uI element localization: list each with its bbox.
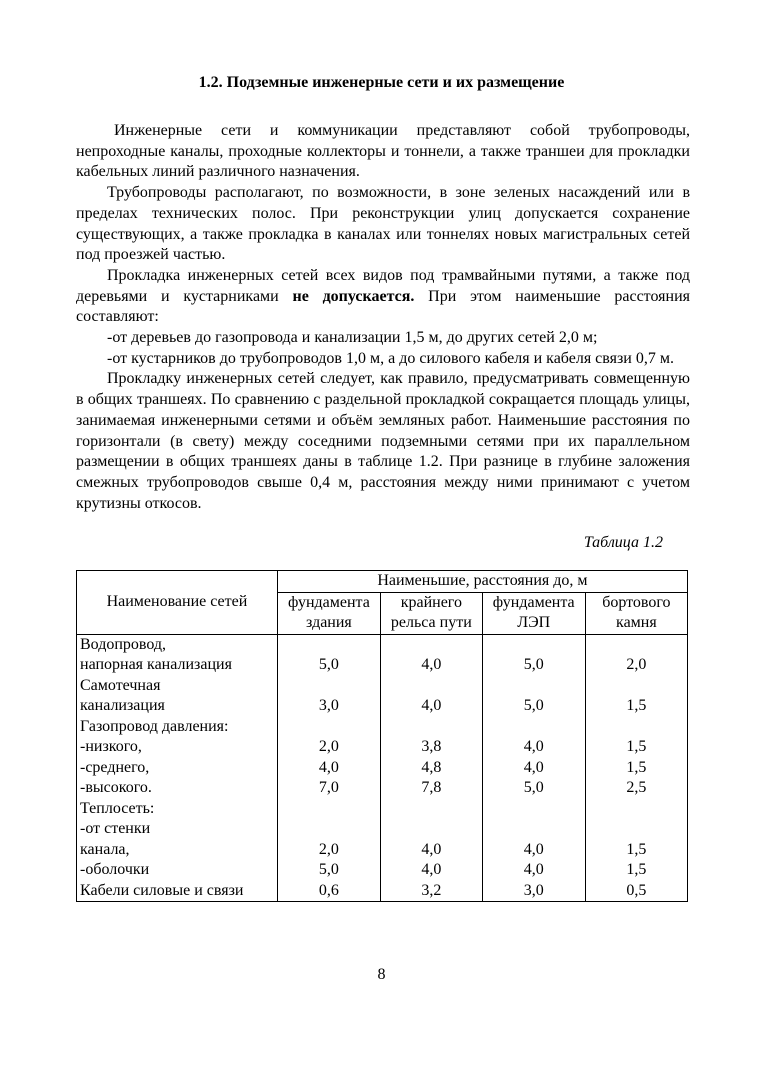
row-name-line: канализация	[80, 697, 165, 714]
page-number: 8	[377, 966, 386, 983]
row-value-col-1	[277, 737, 380, 758]
row-value-col-1	[277, 881, 380, 902]
row-name-line: Теплосеть:	[80, 799, 155, 817]
cell-value: 3,2	[421, 881, 442, 899]
paragraph-3-rest: При этом наименьшие расстояния составляют:	[76, 287, 690, 326]
row-value-col-2	[380, 758, 482, 779]
cell-spacer	[385, 676, 478, 697]
row-value-col-4	[585, 860, 687, 881]
paragraph-3-text: Прокладка инженерных сетей всех видов под трамвайными путями, а также под деревьями и кустарниками	[76, 266, 690, 305]
row-value-col-2	[380, 717, 482, 738]
row-value-col-2	[380, 881, 482, 902]
row-value-col-4	[585, 758, 687, 779]
row-value-col-3	[482, 778, 585, 799]
row-value-col-1	[277, 860, 380, 881]
cell-value: 5,0	[318, 656, 339, 673]
cell-spacer	[282, 819, 376, 840]
cell-spacer	[487, 799, 581, 820]
row-value-col-1	[277, 717, 380, 738]
cell-value: 2,5	[626, 779, 647, 796]
row-network-name	[77, 799, 278, 861]
row-network-name	[77, 634, 278, 676]
row-network-name	[77, 860, 278, 881]
cell-value: 0,6	[318, 881, 339, 899]
table-row	[77, 676, 688, 717]
table-row	[77, 881, 688, 902]
row-network-name	[77, 676, 278, 717]
row-name-line: -среднего,	[80, 758, 150, 776]
section-title: 1.2. Подземные инженерные сети и их размещение	[198, 74, 565, 91]
row-network-name	[77, 737, 278, 758]
table-row	[77, 717, 688, 738]
cell-value: 2,0	[318, 738, 339, 755]
row-value-col-1	[277, 778, 380, 799]
cell-value: 5,0	[523, 656, 544, 673]
cell-value: 7,8	[421, 779, 442, 796]
cell-value: 7,0	[318, 779, 339, 796]
paragraph-6: Прокладку инженерных сетей следует, как правило, предусматривать совмещенную в общих траншеях. По сравнению с раздельной прокладкой сокращается площадь улицы, занимаемая инженерными сетями и объём земляных работ. Наименьшие расстояния по горизонтали (в свету) между соседними подземными сетями при их параллельном размещении в общих траншеях даны в таблице 1.2. При разнице в глубине заложения смежных трубопроводов свыше 0,4 м, расстояния между ними принимают с учетом крутизны откосов.	[76, 370, 690, 512]
row-value-col-4	[585, 799, 687, 861]
row-value-col-3	[482, 717, 585, 738]
row-network-name	[77, 778, 278, 799]
cell-value: 2,0	[626, 656, 647, 673]
table-row	[77, 799, 688, 861]
row-value-col-1	[277, 799, 380, 861]
row-value-col-3	[482, 860, 585, 881]
cell-value	[385, 717, 478, 738]
header-col-2: крайнего рельса пути	[380, 592, 482, 634]
header-group: Наименьшие, расстояния до, м	[277, 571, 687, 593]
row-value-col-2	[380, 676, 482, 717]
cell-value: 4,0	[523, 861, 544, 878]
row-value-col-4	[585, 634, 687, 676]
row-name-line: Кабели силовые и связи	[80, 881, 244, 899]
header-col-1: фундамента здания	[277, 592, 380, 634]
cell-value	[590, 717, 683, 738]
cell-value: 4,8	[421, 758, 442, 776]
cell-spacer	[590, 819, 683, 840]
row-value-col-4	[585, 676, 687, 717]
cell-value: 5,0	[523, 779, 544, 796]
cell-value: 1,5	[626, 697, 647, 714]
cell-spacer	[590, 635, 683, 656]
row-name-line: Водопровод,	[80, 635, 167, 653]
cell-spacer	[385, 635, 478, 656]
cell-spacer	[487, 635, 581, 656]
row-value-col-3	[482, 881, 585, 902]
table-row	[77, 758, 688, 779]
distances-table	[76, 570, 688, 902]
cell-spacer	[282, 635, 376, 656]
row-value-col-3	[482, 758, 585, 779]
row-name-line: Газопровод давления:	[80, 717, 229, 735]
row-name-line: канала,	[80, 840, 130, 858]
cell-value: 4,0	[421, 697, 442, 714]
row-value-col-1	[277, 634, 380, 676]
row-name-line: -высокого.	[80, 779, 152, 796]
row-value-col-4	[585, 778, 687, 799]
row-name-line: -от стенки	[80, 820, 151, 837]
cell-spacer	[590, 799, 683, 820]
row-value-col-2	[380, 778, 482, 799]
cell-spacer	[385, 799, 478, 820]
table-body	[77, 634, 688, 902]
row-network-name	[77, 717, 278, 738]
paragraph-2: Трубопроводы располагают, по возможности, в зоне зеленых насаждений или в пределах технических полос. При реконструкции улиц допускается сохранение существующих, а также прокладка в каналах или тоннелях новых магистральных сетей под проезжей частью.	[76, 184, 690, 264]
header-network-name: Наименование сетей	[77, 571, 278, 635]
cell-value: 1,5	[626, 840, 647, 858]
cell-value: 3,0	[318, 697, 339, 714]
row-value-col-3	[482, 799, 585, 861]
cell-value: 1,5	[626, 861, 647, 878]
cell-value: 5,0	[318, 861, 339, 878]
row-value-col-4	[585, 717, 687, 738]
row-value-col-3	[482, 676, 585, 717]
cell-value	[487, 717, 581, 738]
row-network-name	[77, 881, 278, 902]
cell-value: 5,0	[523, 697, 544, 714]
row-value-col-4	[585, 881, 687, 902]
cell-value: 3,0	[523, 881, 544, 899]
row-value-col-1	[277, 758, 380, 779]
cell-value: 1,5	[626, 738, 647, 755]
cell-spacer	[385, 819, 478, 840]
cell-spacer	[282, 799, 376, 820]
row-value-col-2	[380, 860, 482, 881]
row-value-col-1	[277, 676, 380, 717]
row-name-line: -низкого,	[80, 738, 142, 755]
row-name-line: -оболочки	[80, 861, 150, 878]
row-value-col-2	[380, 634, 482, 676]
row-name-line: Самотечная	[80, 676, 161, 694]
row-name-line: напорная канализация	[80, 656, 232, 673]
cell-spacer	[487, 819, 581, 840]
paragraph-1: Инженерные сети и коммуникации представляют собой трубопроводы, непроходные каналы, проходные коллекторы и тоннели, а также траншеи для прокладки кабельных линий различного назначения.	[76, 122, 690, 181]
cell-value: 4,0	[318, 758, 339, 776]
row-network-name	[77, 758, 278, 779]
row-value-col-2	[380, 737, 482, 758]
cell-value: 3,8	[421, 738, 442, 755]
cell-value: 2,0	[318, 840, 339, 858]
paragraph-3	[76, 266, 690, 328]
table-row	[77, 634, 688, 676]
cell-value: 4,0	[421, 840, 442, 858]
cell-value: 1,5	[626, 758, 647, 776]
table-row	[77, 860, 688, 881]
cell-value: 4,0	[523, 738, 544, 755]
cell-spacer	[282, 676, 376, 697]
table-row	[77, 778, 688, 799]
paragraph-5: -от кустарников до трубопроводов 1,0 м, а до силового кабеля и кабеля связи 0,7 м.	[107, 349, 674, 367]
cell-spacer	[590, 676, 683, 697]
body-text	[76, 121, 690, 514]
paragraph-4: -от деревьев до газопровода и канализации 1,5 м, до других сетей 2,0 м;	[107, 329, 598, 347]
row-value-col-2	[380, 799, 482, 861]
header-col-3: фундамента ЛЭП	[482, 592, 585, 634]
cell-value: 4,0	[421, 861, 442, 878]
table-caption: Таблица 1.2	[583, 534, 663, 551]
row-value-col-4	[585, 737, 687, 758]
cell-value	[282, 717, 376, 738]
cell-value: 4,0	[523, 758, 544, 776]
cell-spacer	[487, 676, 581, 697]
table-row	[77, 737, 688, 758]
cell-value: 4,0	[421, 656, 442, 673]
row-value-col-3	[482, 634, 585, 676]
cell-value: 4,0	[523, 840, 544, 858]
header-col-4: бортового камня	[585, 592, 687, 634]
paragraph-3-bold: не допускается.	[292, 287, 415, 305]
row-value-col-3	[482, 737, 585, 758]
cell-value: 0,5	[626, 881, 647, 899]
